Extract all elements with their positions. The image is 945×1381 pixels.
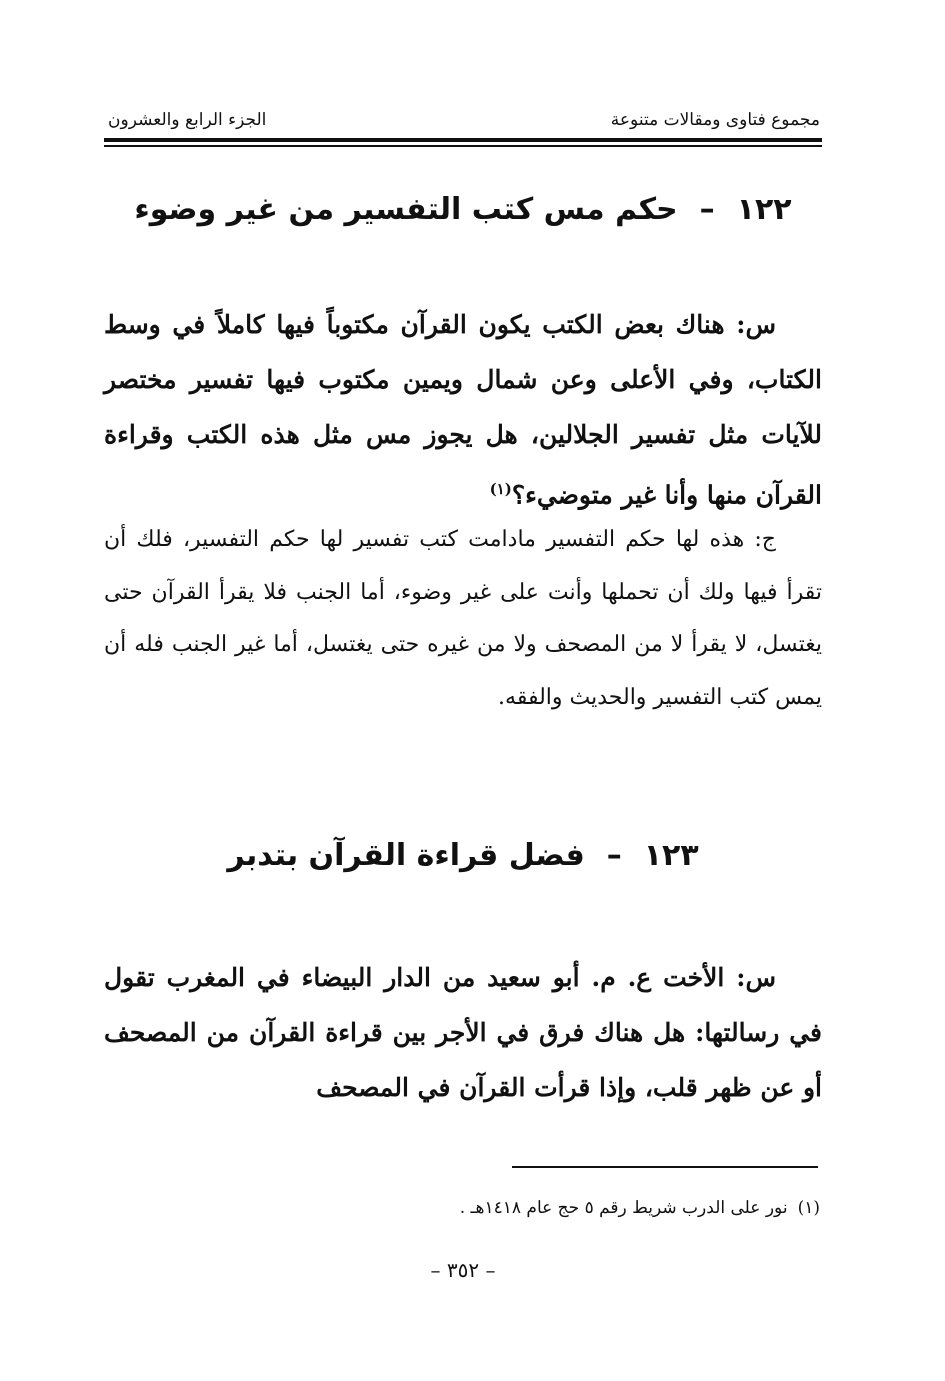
footnote-divider: [512, 1166, 818, 1168]
book-title: مجموع فتاوى ومقالات متنوعة: [610, 110, 820, 130]
fatwa-122-answer: [104, 514, 822, 724]
fatwa-122-question: [104, 297, 822, 522]
fatwa-122-dash: –: [699, 192, 715, 227]
fatwa-123-title: فضل قراءة القرآن بتدبر: [227, 838, 585, 873]
footnote-mark: (١): [797, 1198, 820, 1218]
fatwa-122-question-text: س: هناك بعض الكتب يكون القرآن مكتوباً فيها كاملاً في وسط الكتاب، وفي الأعلى وعن شمال ويمين مكتوب فيها تفسير مختصر للآيات مثل تفسير الجلالين، هل يجوز مس مثل هذه الكتب وقراءة القرآن منها وأنا غير متوضيء؟: [104, 310, 822, 510]
running-header: [108, 102, 820, 130]
fatwa-123-number: ١٢٣: [643, 838, 699, 873]
page-number: – ٣٥٢ –: [430, 1258, 496, 1282]
fatwa-122-number: ١٢٢: [736, 192, 792, 227]
header-rule-thick: [104, 138, 822, 142]
footnote-text: نور على الدرب شريط رقم ٥ حج عام ١٤١٨هـ .: [459, 1198, 788, 1218]
fatwa-123-question: [104, 950, 822, 1115]
fatwa-123-heading: [104, 838, 822, 873]
fatwa-122-heading: [104, 192, 822, 227]
fatwa-123-question-text: س: الأخت ع. م. أبو سعيد من الدار البيضاء في المغرب تقول في رسالتها: هل هناك فرق في الأجر بين قراءة القرآن من المصحف أو عن ظهر قلب، وإذا قرأت القرآن في المصحف: [104, 963, 822, 1102]
fatwa-122-title: حكم مس كتب التفسير من غير وضوء: [134, 192, 678, 227]
volume-label: الجزء الرابع والعشرون: [108, 110, 267, 130]
fatwa-122-answer-text: ج: هذه لها حكم التفسير مادامت كتب تفسير لها حكم التفسير، فلك أن تقرأ فيها ولك أن تحملها وأنت على غير وضوء، أما الجنب فلا يقرأ القرآن حتى يغتسل، لا يقرأ لا من المصحف ولا من غيره حتى يغتسل، أما غير الجنب فله أن يمس كتب التفسير والحديث والفقه.: [104, 527, 822, 710]
fatwa-123-dash: –: [606, 838, 622, 873]
footnote-reference: (١): [489, 480, 512, 498]
footnote: [460, 1198, 820, 1218]
header-divider: [104, 138, 822, 147]
header-rule-thin: [104, 145, 822, 147]
